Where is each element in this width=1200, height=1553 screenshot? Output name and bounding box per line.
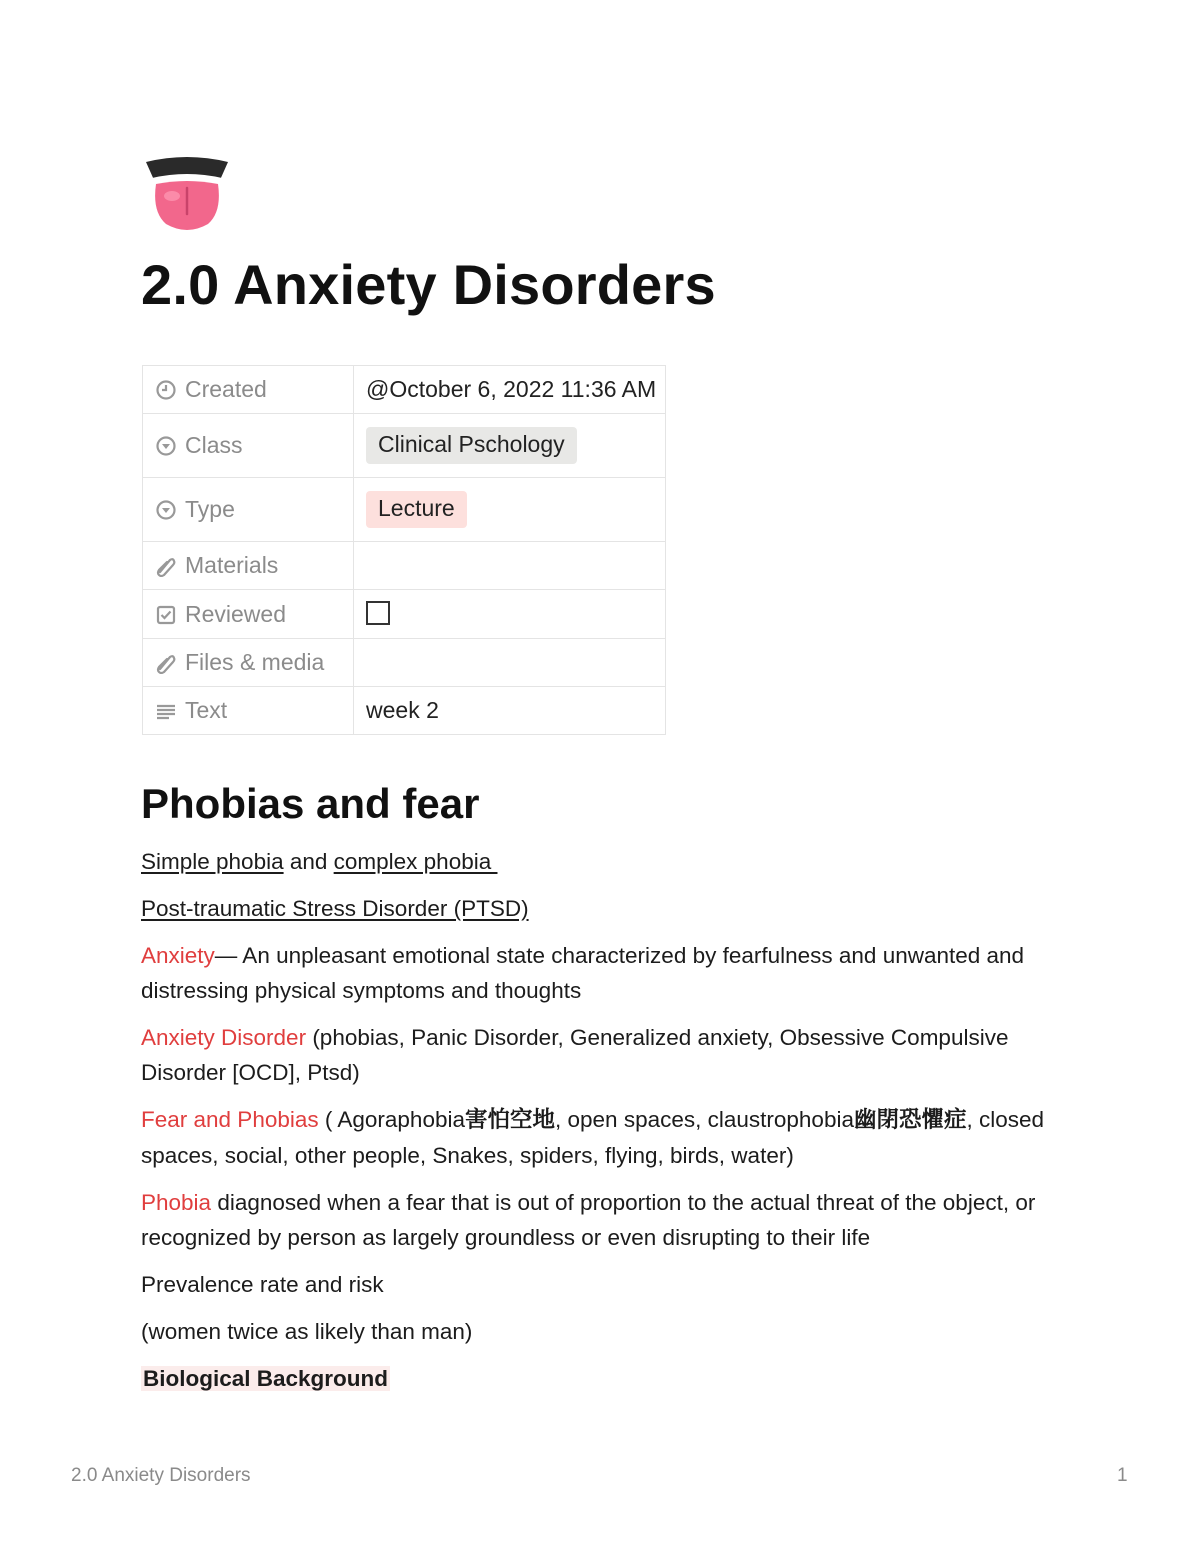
property-key-reviewed: Reviewed — [143, 590, 354, 639]
property-value-created: @October 6, 2022 11:36 AM — [354, 366, 666, 414]
anxiety-disorder-term: Anxiety Disorder — [141, 1025, 307, 1050]
property-value-reviewed — [354, 590, 666, 639]
claustrophobia-cjk: 幽閉恐懼症 — [853, 1107, 967, 1133]
text-lines-icon — [155, 700, 177, 722]
properties-table — [142, 365, 666, 735]
property-key-type: Type — [143, 478, 354, 542]
paperclip-icon — [155, 652, 177, 674]
select-icon — [155, 435, 177, 457]
property-key-materials: Materials — [143, 542, 354, 590]
property-row-text — [143, 687, 666, 735]
anxiety-disorder-definition — [141, 1020, 1061, 1090]
property-key-text: Text — [143, 687, 354, 735]
property-row-class — [143, 414, 666, 478]
phobia-definition — [141, 1185, 1061, 1255]
anxiety-text: — An unpleasant emotional state characterized by fearfulness and unwanted and distressing physical symptoms and thoughts — [141, 943, 1025, 1003]
fear-phobias-term: Fear and Phobias — [141, 1107, 319, 1132]
property-row-materials — [143, 542, 666, 590]
property-row-type — [143, 478, 666, 542]
class-tag[interactable]: Clinical Pschology — [366, 427, 577, 464]
agoraphobia-cjk: 害怕空地 — [465, 1107, 556, 1133]
biological-background-line — [141, 1361, 1061, 1396]
ptsd-line — [141, 891, 1061, 926]
simple-phobia-link[interactable]: Simple phobia — [141, 849, 284, 874]
select-icon — [155, 499, 177, 521]
fear-phobias-definition: Fear and Phobias ( Agoraphobia害怕空地, open spaces, claustrophobia幽閉恐懼症, closed spaces, social, other people, Snakes, spiders, flying, birds, water) — [141, 1107, 1045, 1168]
biological-background-highlight: Biological Background — [143, 1366, 389, 1391]
property-value-files[interactable] — [354, 639, 666, 687]
property-value-text[interactable]: week 2 — [354, 687, 666, 735]
footer-page-number: 1 — [1117, 1465, 1128, 1486]
footer-title: 2.0 Anxiety Disorders — [71, 1465, 251, 1486]
property-row-reviewed — [143, 590, 666, 639]
prevalence-line: Prevalence rate and risk — [141, 1272, 384, 1297]
paperclip-icon — [155, 555, 177, 577]
phobia-term: Phobia — [141, 1190, 212, 1215]
clock-icon — [155, 379, 177, 401]
property-key-files: Files & media — [143, 639, 354, 687]
property-row-files — [143, 639, 666, 687]
section-body — [141, 844, 1061, 1408]
anxiety-disorder-text: (phobias, Panic Disorder, Generalized anxiety, Obsessive Compulsive Disorder [OCD], Ptsd) — [141, 1025, 1009, 1085]
women-line: (women twice as likely than man) — [141, 1319, 473, 1344]
checkbox-icon — [155, 604, 177, 626]
property-row-created — [143, 366, 666, 414]
phobia-text: diagnosed when a fear that is out of proportion to the actual threat of the object, or recognized by person as largely groundless or even disrupting to their life — [141, 1190, 1036, 1250]
type-tag[interactable]: Lecture — [366, 491, 467, 528]
property-key-created: Created — [143, 366, 354, 414]
page-title: 2.0 Anxiety Disorders — [141, 253, 716, 316]
reviewed-checkbox[interactable] — [366, 601, 390, 625]
phobia-types-line: Simple phobia and complex phobia — [141, 849, 498, 874]
section-heading: Phobias and fear — [141, 780, 480, 827]
property-value-class[interactable] — [354, 414, 666, 478]
ptsd-link[interactable]: Post-traumatic Stress Disorder (PTSD) — [141, 896, 529, 921]
tongue-icon — [142, 150, 232, 234]
property-key-class: Class — [143, 414, 354, 478]
anxiety-term: Anxiety — [141, 943, 215, 968]
property-value-type[interactable] — [354, 478, 666, 542]
complex-phobia-link[interactable]: complex phobia — [333, 849, 498, 874]
property-value-materials[interactable] — [354, 542, 666, 590]
anxiety-definition — [141, 938, 1061, 1008]
